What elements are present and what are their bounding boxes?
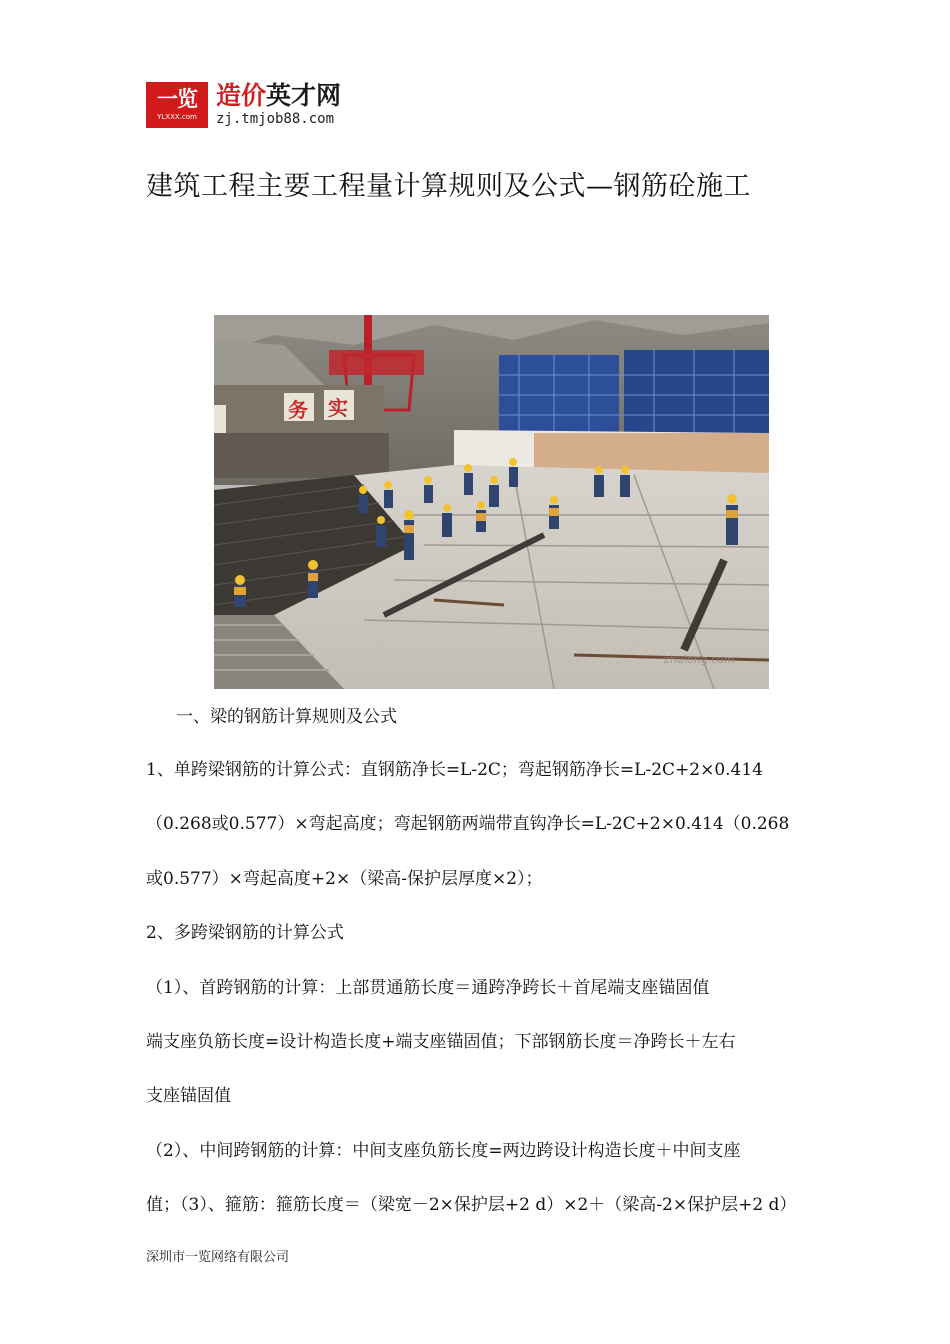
construction-photo	[214, 315, 769, 689]
paragraph-4: 2、多跨梁钢筋的计算公式	[146, 923, 344, 943]
photo-watermark: zhulong.com	[664, 653, 735, 666]
paragraph-6: 端支座负筋长度=设计构造长度+端支座锚固值；下部钢筋长度＝净跨长＋左右	[146, 1032, 736, 1052]
company-logo	[146, 82, 376, 128]
paragraph-8: （2）、中间跨钢筋的计算：中间支座负筋长度=两边跨设计构造长度＋中间支座	[146, 1141, 741, 1161]
paragraph-7: 支座锚固值	[146, 1086, 231, 1106]
paragraph-9: 值；（3）、箍筋：箍筋长度＝（梁宽－2×保护层+2 d）×2＋（梁高-2×保护层+2 d）	[146, 1195, 797, 1215]
paragraph-5: （1）、首跨钢筋的计算：上部贯通筋长度＝通跨净跨长＋首尾端支座锚固值	[146, 978, 710, 998]
svg-text:务: 务	[288, 398, 308, 422]
paragraph-1: 1、单跨梁钢筋的计算公式：直钢筋净长=L-2C；弯起钢筋净长=L-2C+2×0.414	[146, 760, 763, 780]
page-footer: 深圳市一览网络有限公司	[146, 1250, 290, 1265]
logo-title-dark: 英才网	[266, 81, 342, 110]
document-title: 建筑工程主要工程量计算规则及公式—钢筋砼施工	[146, 171, 751, 202]
paragraph-3: 或0.577）×弯起高度+2×（梁高-保护层厚度×2）；	[146, 869, 543, 889]
logo-badge	[146, 82, 208, 128]
paragraph-section-heading: 一、梁的钢筋计算规则及公式	[176, 707, 397, 727]
paragraph-2: （0.268或0.577）×弯起高度；弯起钢筋两端带直钩净长=L-2C+2×0.414（0.268	[146, 814, 790, 834]
logo-url: zj.tmjob88.com	[216, 111, 335, 127]
logo-title-red: 造价	[216, 81, 267, 110]
svg-text:实: 实	[328, 396, 348, 420]
logo-title	[216, 82, 341, 110]
logo-badge-text: 一览	[157, 87, 197, 111]
logo-badge-domain: YLXXX.com	[157, 113, 197, 121]
